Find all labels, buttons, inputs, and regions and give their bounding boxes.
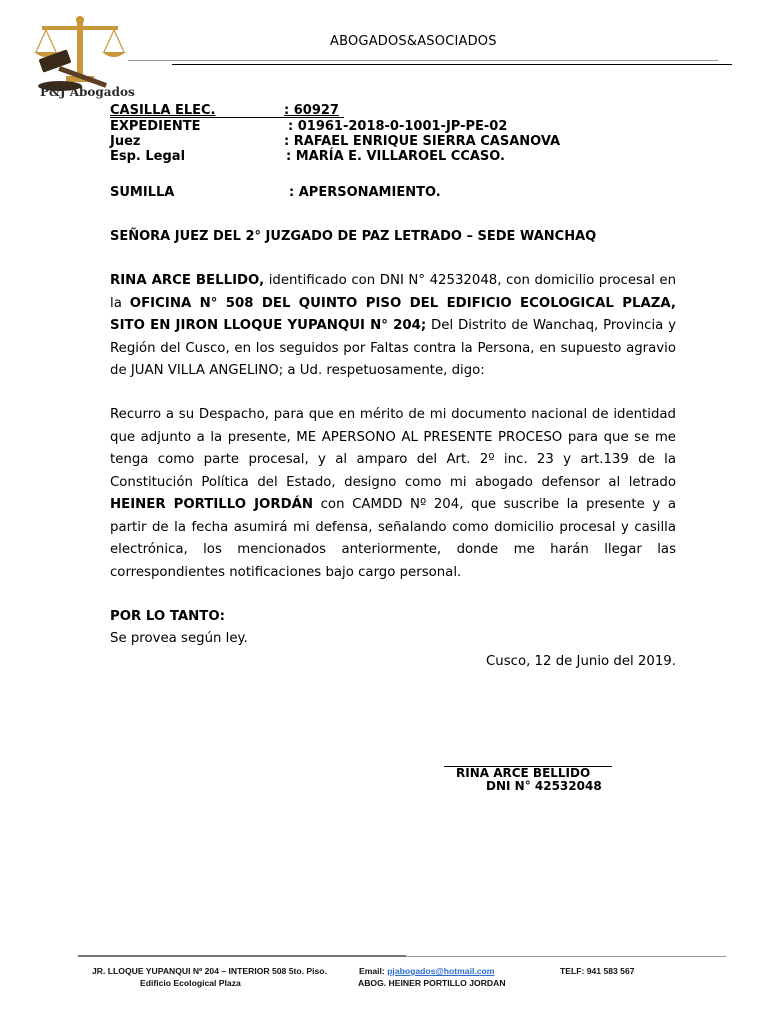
closing-heading: POR LO TANTO: <box>110 609 225 624</box>
paragraph-identification <box>110 270 676 383</box>
expediente-label: EXPEDIENTE <box>110 119 201 134</box>
casilla-label: CASILLA ELEC. <box>110 103 216 118</box>
casilla-value: : 60927 <box>284 103 339 118</box>
sumilla-value: : APERSONAMIENTO. <box>289 185 441 200</box>
footer-email <box>359 966 494 976</box>
addressee: SEÑORA JUEZ DEL 2° JUZGADO DE PAZ LETRADO – SEDE WANCHAQ <box>110 229 597 244</box>
paragraph1-text-b: Del Distrito de Wanchaq, Provincia y Región del Cusco, en los seguidos por Faltas contra la Persona, en supuesto agravio de JUAN VILLA ANGELINO; a Ud. respetuosamente, digo: <box>110 318 676 378</box>
firm-name: ABOGADOS&ASOCIADOS <box>330 34 497 49</box>
procedural-office: OFICINA N° 508 DEL QUINTO PISO DEL EDIFICIO ECOLOGICAL PLAZA, SITO EN JIRON LLOQUE YUPANQUI N° 204; <box>110 295 676 333</box>
party-name: RINA ARCE BELLIDO, <box>110 273 265 288</box>
header-rule-bottom <box>172 64 732 65</box>
header-rule-top <box>128 60 718 61</box>
footer-address-line2: Edificio Ecological Plaza <box>140 978 241 988</box>
footer-rule-right <box>406 956 726 957</box>
paragraph2-text-b: con CAMDD Nº 204, que suscribe la presente y a partir de la fecha asumirá mi defensa, señalando como domicilio procesal y casilla electrónica, los mencionados anteriormente, donde me harán llegar las correspondientes notificaciones bajo cargo personal. <box>110 497 676 580</box>
closing-text: Se provea según ley. <box>110 631 248 646</box>
paragraph-appearance <box>110 404 676 584</box>
paragraph1-text-a: identificado con DNI N° 42532048, con domicilio procesal en la <box>110 273 676 311</box>
footer-address-line1: JR. LLOQUE YUPANQUI Nº 204 – INTERIOR 508 5to. Piso. <box>92 966 327 976</box>
casilla-underline-gap <box>110 117 344 118</box>
juez-value: : RAFAEL ENRIQUE SIERRA CASANOVA <box>284 134 561 149</box>
signer-dni: DNI N° 42532048 <box>486 779 602 793</box>
defense-lawyer-name: HEINER PORTILLO JORDÁN <box>110 497 314 512</box>
expediente-value: : 01961-2018-0-1001-JP-PE-02 <box>288 119 508 134</box>
juez-label: Juez <box>110 134 141 149</box>
email-link[interactable]: pjabogados@hotmail.com <box>387 966 495 976</box>
signer-name: RINA ARCE BELLIDO <box>456 766 591 780</box>
footer-rule-left <box>78 955 406 957</box>
sumilla-label: SUMILLA <box>110 185 175 200</box>
esp-legal-label: Esp. Legal <box>110 149 186 164</box>
footer-phone: TELF: 941 583 567 <box>560 966 635 976</box>
esp-legal-value: : MARÍA E. VILLAROEL CCASO. <box>286 149 505 164</box>
paragraph2-text-a: Recurro a su Despacho, para que en mérito de mi documento nacional de identidad que adjunto a la presente, ME APERSONO AL PRESENTE PROCESO para que se me tenga como parte procesal, y al amparo del Art. 2º inc. 23 y art.139 de la Constitución Política del Estado, designo como mi abogado defensor al letrado <box>110 407 676 490</box>
email-label: Email: <box>359 966 385 976</box>
date-line: Cusco, 12 de Junio del 2019. <box>486 654 676 669</box>
logo-label: P&J Abogados <box>40 85 135 99</box>
footer-lawyer: ABOG. HEINER PORTILLO JORDAN <box>358 978 506 988</box>
